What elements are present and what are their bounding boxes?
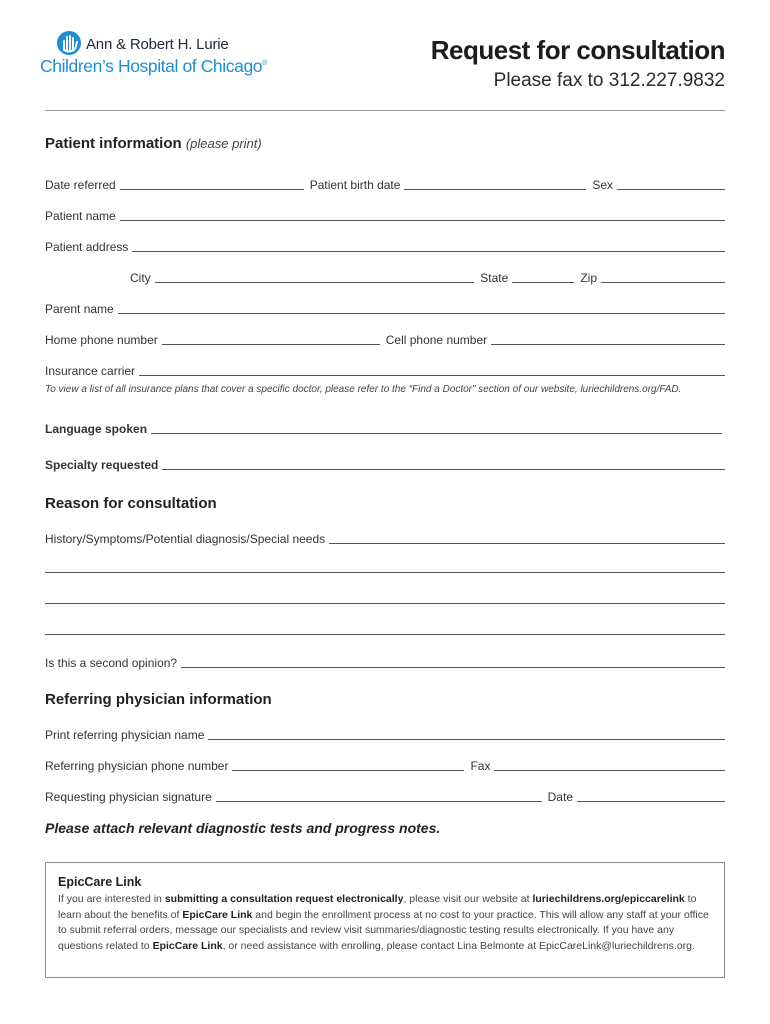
epiccare-text: If you are interested in submitting a consultation request electronically, please visit our website at luriechildrens.org/epiccarelink to learn about the benefits of EpicCare Link and begin the enrollment process at no cost to your practice. This will allow any staff at your office to submit referral orders, message our specialists and review visit summaries/diagnostic testing results electronically. If you have any questions related to EpicCare Link, or need assistance with enrolling, please contact Lina Belmonte at EpicCareLink@luriechildrens.org. <box>58 893 709 952</box>
sex-label: Sex <box>592 178 613 192</box>
insurance-note: To view a list of all insurance plans that cover a specific doctor, please refer to the “Find a Doctor” section of our website, luriechildrens.org/FAD. <box>45 384 682 395</box>
attach-note: Please attach relevant diagnostic tests and progress notes. <box>45 820 441 836</box>
cell-phone-label: Cell phone number <box>385 333 488 347</box>
row-history <box>45 528 725 546</box>
row-insurance <box>45 360 725 378</box>
signature-label: Requesting physician signature <box>45 790 212 804</box>
patient-name-field[interactable] <box>120 209 725 221</box>
city-field[interactable] <box>155 271 475 283</box>
physician-phone-field[interactable] <box>232 759 464 771</box>
specialty-field[interactable] <box>162 458 725 470</box>
parent-name-label: Parent name <box>45 302 114 316</box>
birth-date-label: Patient birth date <box>309 178 401 192</box>
row-patient-name <box>45 205 725 223</box>
fax-field[interactable] <box>494 759 725 771</box>
fax-instruction: Please fax to 312.227.9832 <box>493 70 725 91</box>
insurance-field[interactable] <box>139 364 725 376</box>
signature-field[interactable] <box>216 790 542 802</box>
parent-name-field[interactable] <box>118 302 725 314</box>
epiccare-title: EpicCare Link <box>58 875 142 889</box>
state-field[interactable] <box>512 271 574 283</box>
fax-label: Fax <box>470 759 491 773</box>
birth-date-field[interactable] <box>404 178 586 190</box>
date-referred-label: Date referred <box>45 178 116 192</box>
row-physician-phone-fax <box>45 755 725 773</box>
row-signature-date <box>45 786 725 804</box>
date-field[interactable] <box>577 790 725 802</box>
date-label: Date <box>547 790 573 804</box>
history-line-2[interactable] <box>45 572 725 573</box>
physician-phone-label: Referring physician phone number <box>45 759 229 773</box>
row-language <box>45 418 725 436</box>
history-label: History/Symptoms/Potential diagnosis/Special needs <box>45 532 326 546</box>
home-phone-field[interactable] <box>162 333 380 345</box>
state-label: State <box>480 271 509 285</box>
history-line-4[interactable] <box>45 634 725 635</box>
hospital-logo <box>40 28 280 78</box>
home-phone-label: Home phone number <box>45 333 158 347</box>
logo-name-line2: Children’s Hospital of Chicago® <box>40 56 267 76</box>
hand-logo-icon <box>56 30 82 56</box>
row-city-state-zip <box>130 267 725 285</box>
history-line-3[interactable] <box>45 603 725 604</box>
row-parent-name <box>45 298 725 316</box>
patient-name-label: Patient name <box>45 209 116 223</box>
header-divider <box>45 110 725 111</box>
cell-phone-field[interactable] <box>491 333 725 345</box>
specialty-label: Specialty requested <box>45 458 159 472</box>
insurance-label: Insurance carrier <box>45 364 136 378</box>
row-second-opinion <box>45 652 725 670</box>
referring-heading: Referring physician information <box>45 691 272 708</box>
patient-address-field[interactable] <box>132 240 725 252</box>
page-title: Request for consultation <box>430 35 725 65</box>
row-phones <box>45 329 725 347</box>
reason-heading: Reason for consultation <box>45 495 217 512</box>
logo-name-line1: Ann & Robert H. Lurie <box>86 36 229 53</box>
epiccare-link[interactable]: luriechildrens.org/epiccarelink <box>532 893 685 905</box>
epiccare-info-box <box>45 862 725 978</box>
language-field[interactable] <box>151 422 722 434</box>
patient-info-heading: Patient information (please print) <box>45 135 262 152</box>
row-patient-address <box>45 236 725 254</box>
city-label: City <box>130 271 151 285</box>
patient-address-label: Patient address <box>45 240 129 254</box>
language-label: Language spoken <box>45 422 148 436</box>
history-field[interactable] <box>329 532 725 544</box>
row-date-birth-sex <box>45 174 725 192</box>
physician-name-label: Print referring physician name <box>45 728 205 742</box>
zip-label: Zip <box>580 271 597 285</box>
physician-name-field[interactable] <box>208 728 725 740</box>
row-physician-name <box>45 724 725 742</box>
row-specialty <box>45 454 725 472</box>
second-opinion-field[interactable] <box>181 656 725 668</box>
zip-field[interactable] <box>601 271 725 283</box>
second-opinion-label: Is this a second opinion? <box>45 656 178 670</box>
sex-field[interactable] <box>617 178 725 190</box>
date-referred-field[interactable] <box>120 178 304 190</box>
